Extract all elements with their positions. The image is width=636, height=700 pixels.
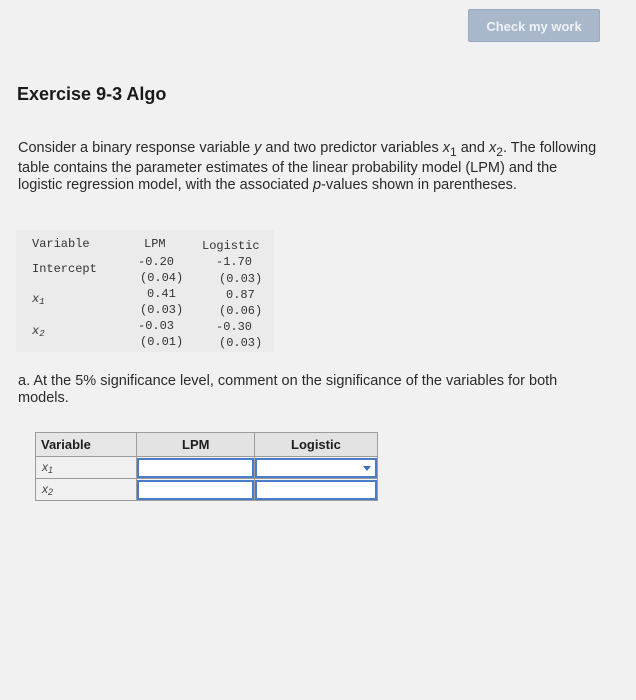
- est-row-label-x2-sub: 2: [39, 329, 45, 339]
- answer-header-logistic: Logistic: [255, 433, 378, 457]
- est-lpm-x1-p: (0.03): [140, 303, 184, 317]
- est-lpm-intercept: -0.20: [138, 255, 175, 269]
- est-logistic-x1: 0.87: [226, 288, 255, 302]
- answer-var-x2-text: x: [42, 482, 48, 496]
- answer-row-x1: [36, 457, 378, 479]
- answer-cell-lpm-x1: [137, 457, 255, 479]
- est-lpm-x2-p: (0.01): [140, 335, 184, 349]
- est-header-lpm: LPM: [144, 237, 166, 251]
- answer-cell-logistic-x2: [255, 479, 378, 501]
- question-label: a.: [18, 373, 31, 389]
- var-x1-sub: 1: [450, 144, 457, 159]
- answer-var-x1-text: x: [42, 460, 48, 474]
- est-row-label-x2-text: x: [32, 324, 40, 338]
- lpm-x1-select[interactable]: [137, 458, 254, 478]
- logistic-x1-select[interactable]: [255, 458, 377, 478]
- answer-cell-lpm-x2: [137, 479, 255, 501]
- exercise-title: Exercise 9-3 Algo: [17, 84, 167, 104]
- est-logistic-intercept-p: (0.03): [219, 272, 263, 286]
- question-text: At the 5% significance level, comment on the significance of the variables for both models.: [18, 373, 558, 406]
- est-logistic-x1-p: (0.06): [219, 304, 263, 318]
- est-lpm-intercept-p: (0.04): [140, 271, 184, 285]
- est-row-label-x1-sub: 1: [39, 297, 45, 307]
- est-row-label-intercept: Intercept: [32, 262, 97, 276]
- est-logistic-intercept: -1.70: [216, 255, 253, 269]
- answer-var-x1: [36, 457, 137, 479]
- var-x1: x: [442, 140, 450, 156]
- answer-var-x2-sub: 2: [48, 487, 54, 497]
- question-a: [18, 373, 578, 407]
- est-header-logistic: Logistic: [202, 239, 260, 253]
- est-row-label-x2: [32, 324, 45, 339]
- est-logistic-x2-p: (0.03): [219, 336, 263, 350]
- answer-header-lpm: LPM: [137, 433, 255, 457]
- exercise-intro: [18, 140, 598, 193]
- est-row-label-x1: [32, 292, 45, 307]
- var-x2: x: [488, 140, 497, 156]
- answer-table: [35, 432, 378, 501]
- answer-header-variable: Variable: [36, 433, 137, 457]
- est-lpm-x1: 0.41: [147, 287, 176, 301]
- var-x2-sub: 2: [496, 144, 503, 159]
- est-logistic-x2: -0.30: [216, 320, 253, 334]
- answer-cell-logistic-x1: [255, 457, 378, 479]
- est-header-variable: Variable: [32, 237, 90, 251]
- answer-var-x1-sub: 1: [48, 465, 54, 475]
- logistic-x2-select[interactable]: [255, 480, 377, 500]
- lpm-x2-select[interactable]: [137, 480, 254, 500]
- intro-text: Consider a binary response variable: [18, 140, 255, 156]
- intro-text: and two predictor variables: [261, 140, 443, 156]
- answer-row-x2: [36, 479, 378, 501]
- var-y: y: [254, 140, 262, 156]
- est-lpm-x2: -0.03: [138, 319, 175, 333]
- dropdown-arrow-icon[interactable]: [363, 466, 371, 471]
- est-row-label-x1-text: x: [32, 292, 40, 306]
- check-my-work-button[interactable]: Check my work: [468, 9, 600, 42]
- estimates-table: [16, 230, 274, 352]
- intro-text: . The following table contains the parameter estimates of the linear probability model (LPM) and the logistic regression model, with the associated: [18, 140, 597, 193]
- intro-text: and: [456, 140, 489, 156]
- var-p: p: [312, 176, 322, 193]
- answer-var-x2: [36, 479, 137, 501]
- intro-text: -values shown in parentheses.: [321, 176, 517, 193]
